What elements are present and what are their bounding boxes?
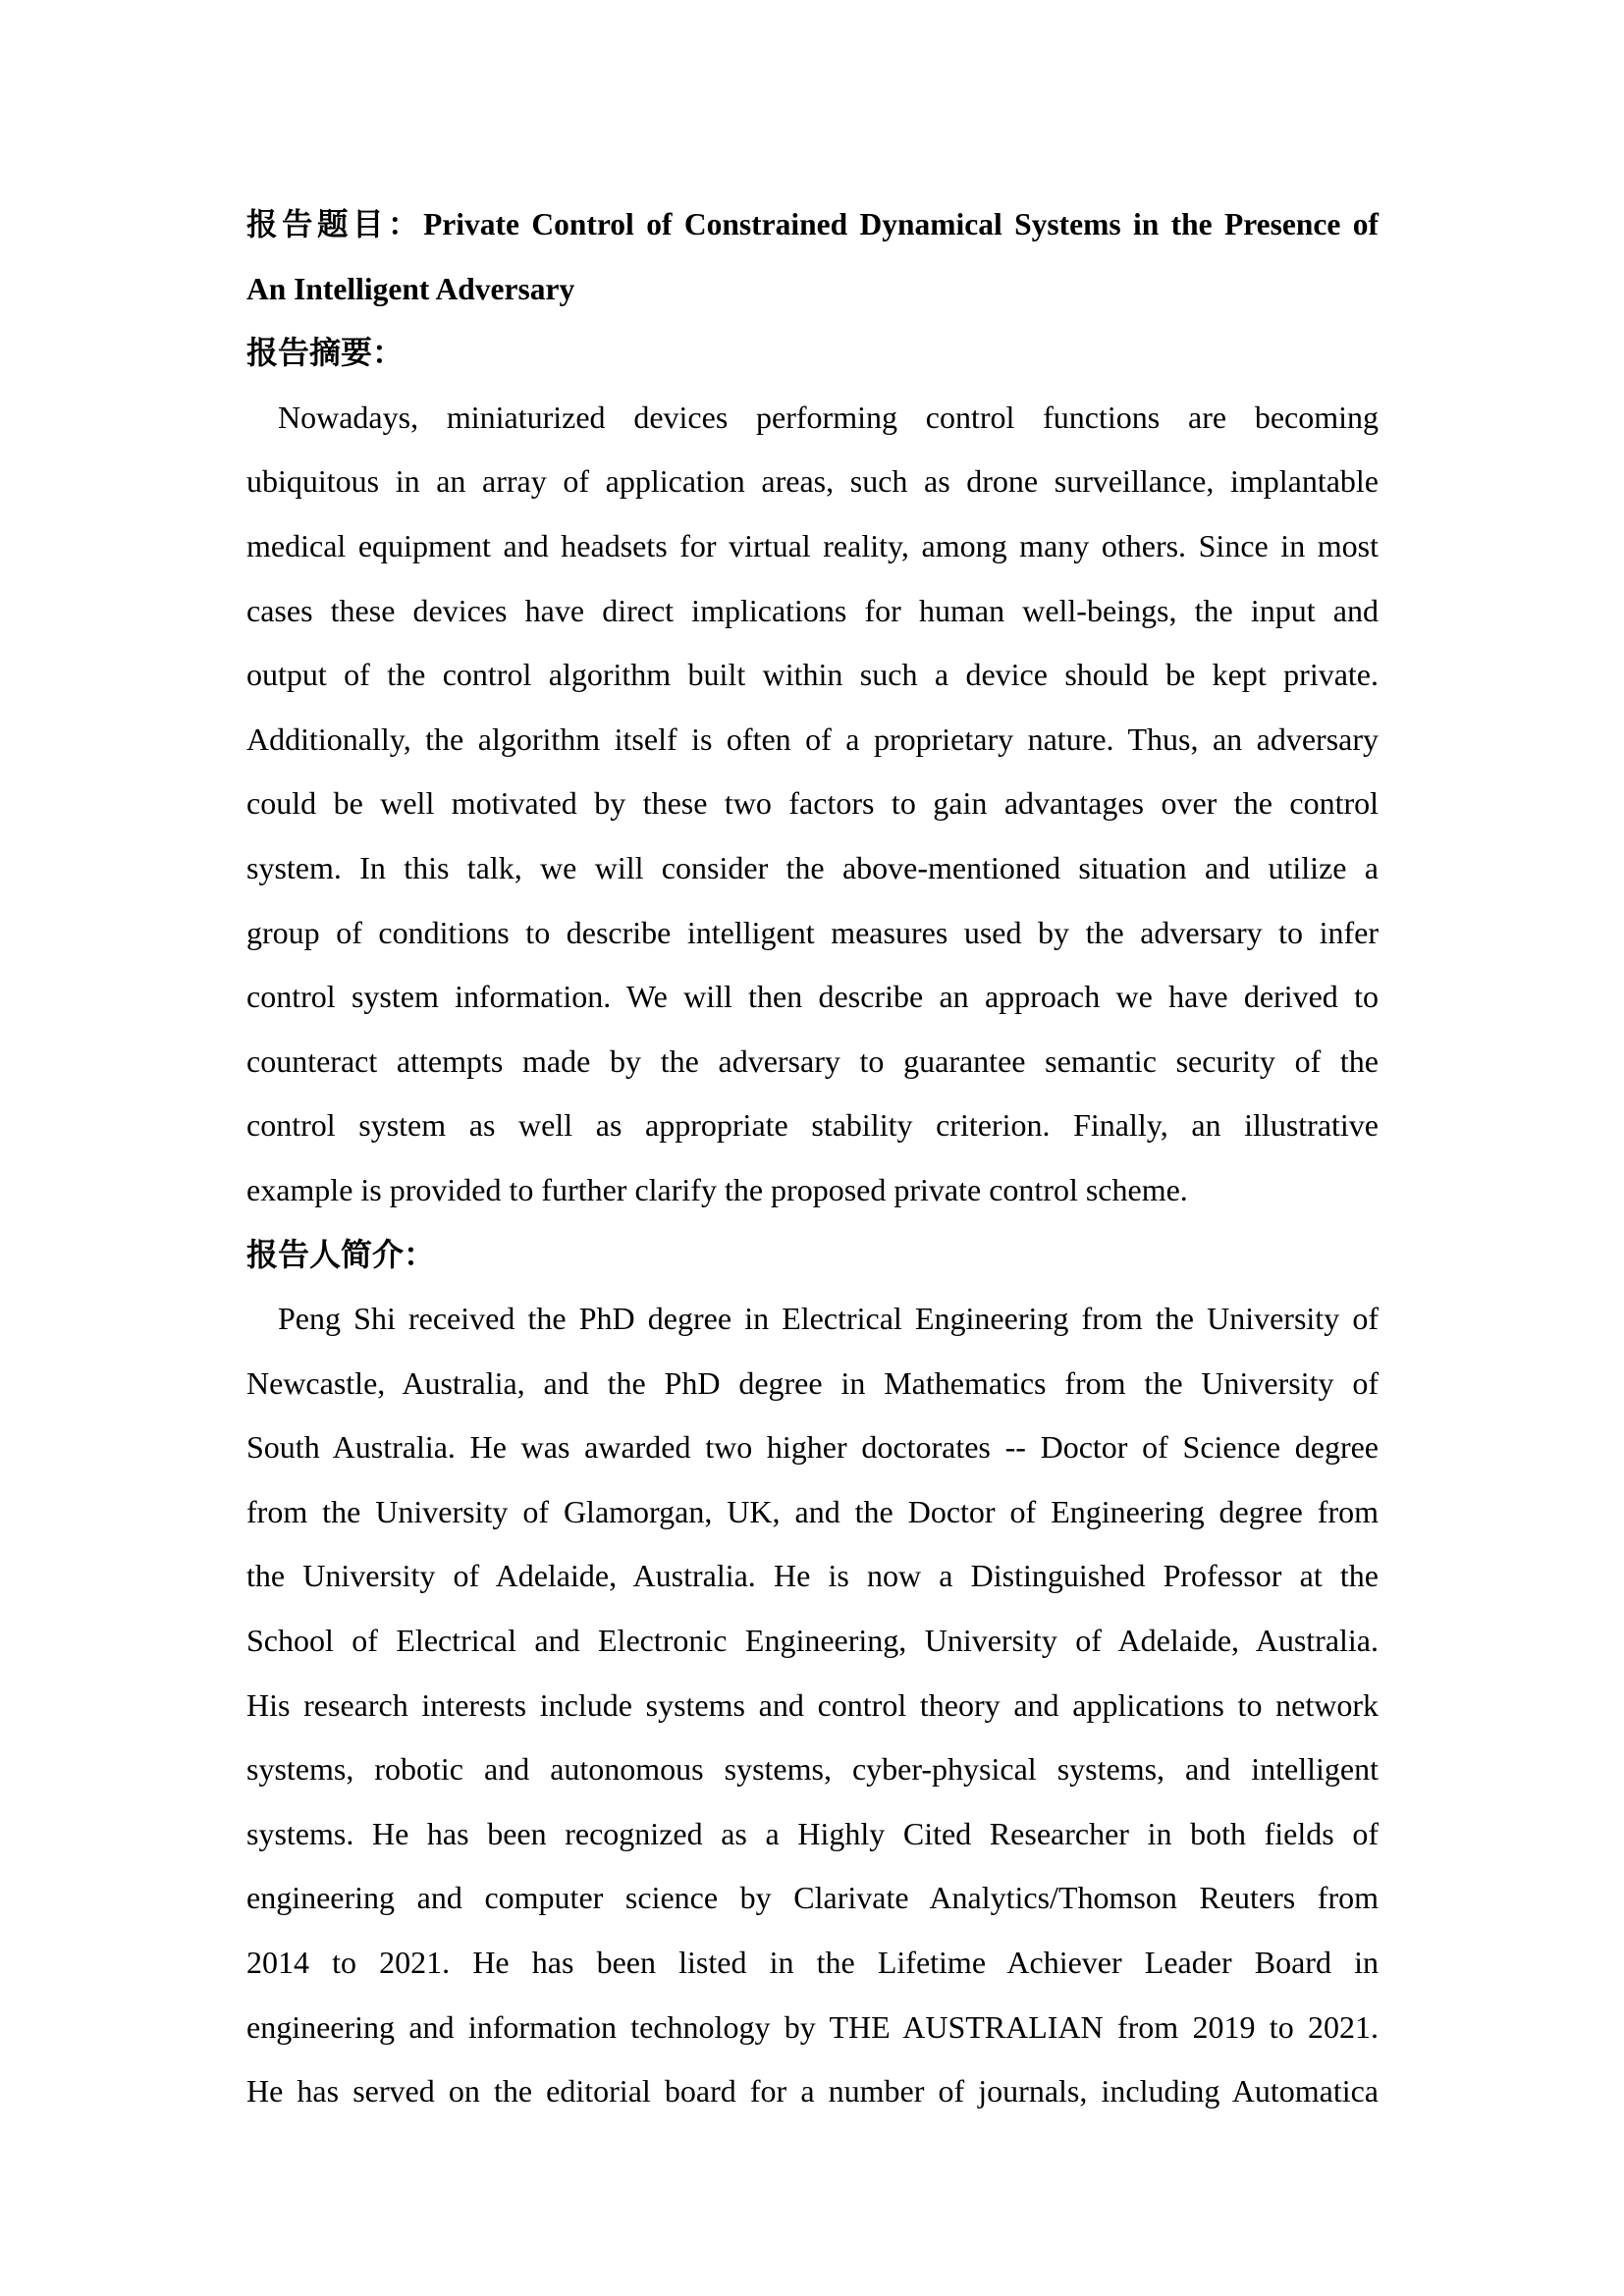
abstract-line: system. In this talk, we will consider the above-mentioned situation and utilize a (246, 849, 1379, 885)
abstract-line: control system information. We will then describe an approach we have derived to (246, 979, 1379, 1015)
abstract-line: counteract attempts made by the adversary to guarantee semantic security of the (246, 1042, 1379, 1079)
report-title-line-2: An Intelligent Adversary (246, 271, 575, 306)
abstract-label: 报告摘要： (246, 334, 405, 372)
abstract-line: output of the control algorithm built within such a device should be kept private. (246, 657, 1379, 693)
abstract-line: group of conditions to describe intelligent measures used by the adversary to infer (246, 914, 1379, 950)
text-column (246, 192, 1379, 2124)
abstract-line: could be well motivated by these two factors to gain advantages over the control (246, 785, 1379, 822)
abstract-line: Nowadays, miniaturized devices performing control functions are becoming (278, 399, 1379, 435)
bio-line: His research interests include systems and control theory and applications to network (246, 1686, 1379, 1723)
abstract-line: example is provided to further clarify the proposed private control scheme. (246, 1171, 1188, 1207)
abstract-line: control system as well as appropriate stability criterion. Finally, an illustrative (246, 1107, 1379, 1144)
bio-line: 2014 to 2021. He has been listed in the Lifetime Achiever Leader Board in (246, 1945, 1379, 1981)
bio-heading (246, 1223, 1379, 1288)
bio-line: He has served on the editorial board for a number of journals, including Automatica (246, 2073, 1379, 2109)
bio-line: systems, robotic and autonomous systems, cyber-physical systems, and intelligent (246, 1751, 1379, 1788)
bio-line: systems. He has been recognized as a Highly Cited Researcher in both fields of (246, 1815, 1379, 1851)
bio-line: Newcastle, Australia, and the PhD degree in Mathematics from the University of (246, 1364, 1379, 1401)
abstract-line: cases these devices have direct implications for human well-beings, the input and (246, 592, 1379, 628)
bio-line: from the University of Glamorgan, UK, and the Doctor of Engineering degree from (246, 1493, 1379, 1529)
report-title-line-1 (246, 192, 1379, 257)
abstract-heading (246, 321, 1379, 386)
bio-line: Peng Shi received the PhD degree in Electrical Engineering from the University of (278, 1301, 1379, 1337)
abstract-line: Additionally, the algorithm itself is often of a proprietary nature. Thus, an adversary (246, 721, 1379, 757)
bio-line: engineering and computer science by Clarivate Analytics/Thomson Reuters from (246, 1880, 1379, 1916)
report-title-text: Private Control of Constrained Dynamical Systems in the Presence of (423, 207, 1379, 241)
report-title-label: 报告题目： (246, 207, 424, 242)
bio-line: School of Electrical and Electronic Engineering, University of Adelaide, Australia. (246, 1623, 1379, 1659)
bio-line: the University of Adelaide, Australia. He is now a Distinguished Professor at the (246, 1558, 1379, 1594)
abstract-line: ubiquitous in an array of application areas, such as drone surveillance, implantable (246, 463, 1379, 500)
bio-line: engineering and information technology by THE AUSTRALIAN from 2019 to 2021. (246, 2008, 1379, 2045)
abstract-line: medical equipment and headsets for virtual reality, among many others. Since in most (246, 527, 1379, 563)
bio-label: 报告人简介： (246, 1235, 436, 1273)
bio-paragraph (246, 1287, 1379, 2124)
abstract-paragraph (246, 386, 1379, 1223)
bio-line: South Australia. He was awarded two higher doctorates -- Doctor of Science degree (246, 1429, 1379, 1466)
